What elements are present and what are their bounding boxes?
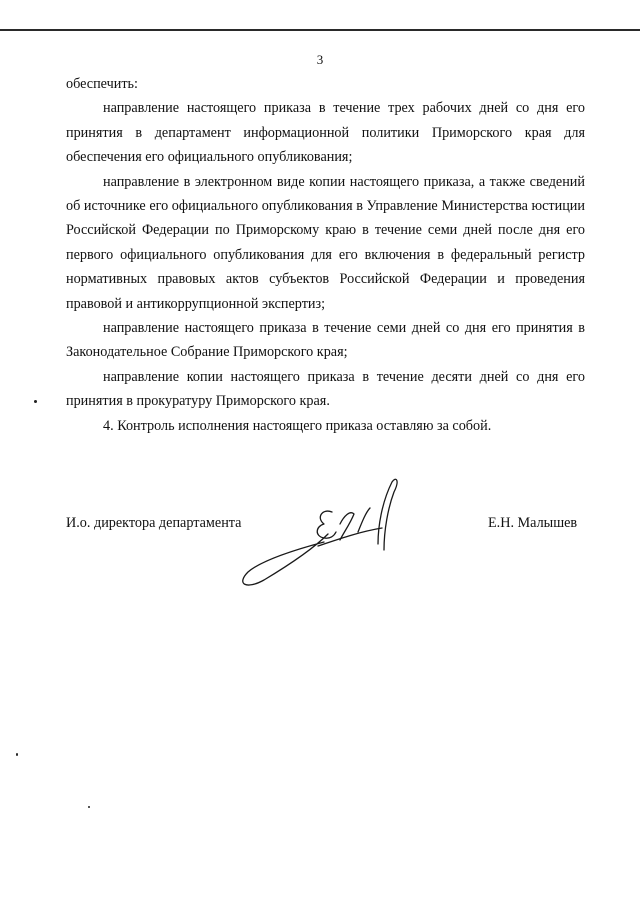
scan-speck <box>88 806 90 808</box>
paragraph-item-prosecutor: направление копии настоящего приказа в течение десяти дней со дня его принятия в прокуратуру Приморского края. <box>66 368 585 410</box>
paragraph-intro: обеспечить: <box>66 76 138 92</box>
paragraph-item-legislative-assembly: направление настоящего приказа в течение семи дней со дня его принятия в Законодательное Собрание Приморского края; <box>66 320 585 361</box>
signatory-position: И.о. директора департамента <box>66 515 242 531</box>
scan-speck <box>16 753 18 756</box>
paragraph-item-publication: направление настоящего приказа в течение трех рабочих дней со дня его принятия в департамент информационной политики Приморского края для обеспечения его официального опубликования; <box>66 100 585 166</box>
scan-speck <box>34 400 37 403</box>
signatory-name: Е.Н. Малышев <box>488 515 578 531</box>
paragraph-control-clause: 4. Контроль исполнения настоящего приказа оставляю за собой. <box>103 417 492 434</box>
handwritten-signature <box>232 472 412 602</box>
page-number: 3 <box>316 52 324 67</box>
header-rule <box>0 29 640 31</box>
document-body <box>66 72 585 438</box>
paragraph-item-justice-ministry: направление в электронном виде копии настоящего приказа, а также сведений об источнике его официального опубликования в Управление Министерства юстиции Российской Федерации по Приморскому краю в течение семи дней после дня его первого официального опубликования для его включения в федеральный регистр нормативных правовых актов субъектов Российской Федерации и проведения правовой и антикоррупционной экспертиз; <box>66 173 585 312</box>
